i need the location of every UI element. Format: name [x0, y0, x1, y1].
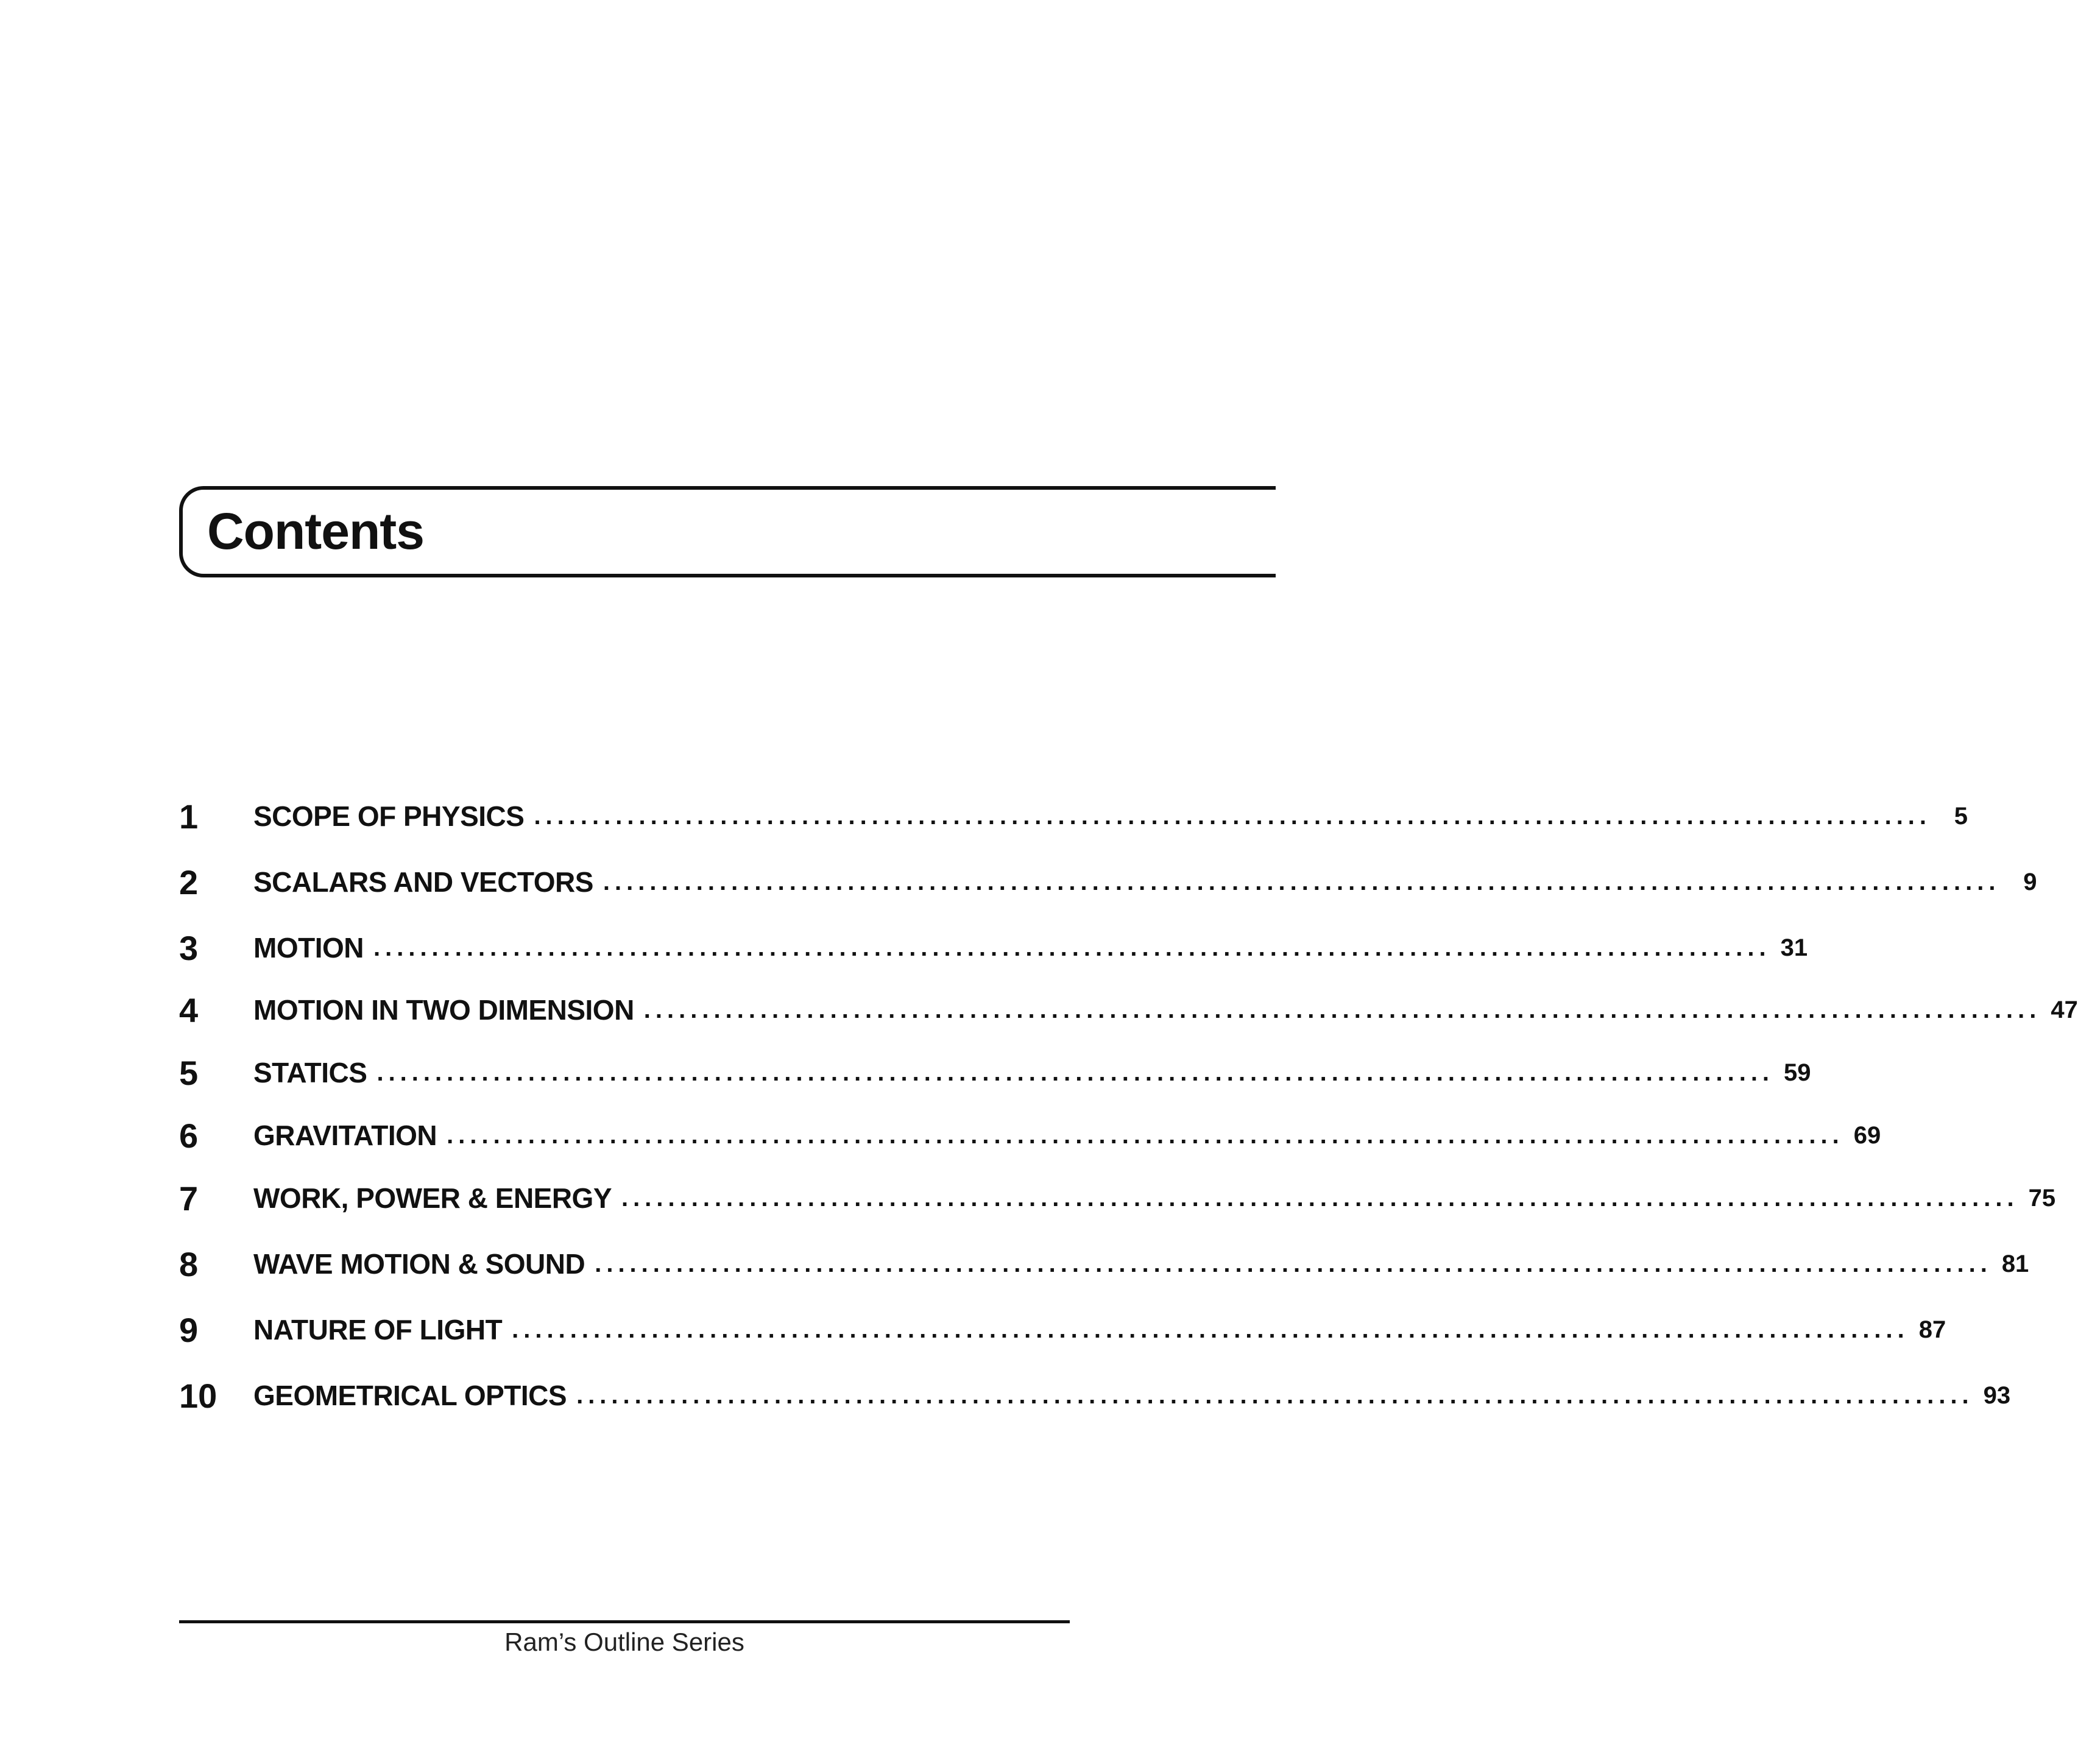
footer-series-name: Ram’s Outline Series	[504, 1628, 744, 1656]
dot-leader: ........................................................................................................................	[534, 803, 1932, 830]
toc-entry[interactable]	[179, 1111, 1881, 1160]
page-number: 31	[1780, 934, 1808, 961]
page-number: 47	[2051, 996, 2078, 1023]
toc-entry[interactable]	[179, 1305, 1946, 1354]
toc-entry[interactable]	[179, 1048, 1811, 1097]
dot-leader: ........................................................................................................................	[603, 869, 2001, 895]
chapter-number: 10	[179, 1376, 217, 1415]
chapter-title: STATICS	[253, 1057, 367, 1088]
chapter-number: 1	[179, 797, 199, 836]
dot-leader: ........................................................................................................................	[576, 1382, 1974, 1409]
chapter-number: 5	[179, 1053, 199, 1092]
chapter-number: 4	[179, 990, 199, 1029]
dot-leader: ........................................................................................................................	[595, 1251, 1992, 1277]
toc-entry[interactable]	[179, 792, 1968, 841]
page-number: 9	[2023, 868, 2037, 895]
page-number: 75	[2028, 1184, 2056, 1212]
toc-entry[interactable]	[179, 923, 1808, 972]
chapter-number: 7	[179, 1179, 199, 1218]
toc-entry[interactable]	[179, 1371, 2011, 1420]
page-number: 93	[1983, 1381, 2011, 1409]
toc-entry[interactable]	[179, 1240, 2029, 1288]
chapter-title: MOTION	[253, 932, 364, 964]
chapter-number: 6	[179, 1116, 199, 1155]
contents-heading-box	[179, 486, 1276, 577]
dot-leader: ........................................................................................................................	[621, 1185, 2019, 1212]
chapter-title: NATURE OF LIGHT	[253, 1314, 503, 1346]
page-title: Contents	[207, 503, 424, 560]
dot-leader: ........................................................................................................................	[512, 1316, 1909, 1343]
dot-leader: ........................................................................................................................	[447, 1122, 1844, 1149]
chapter-number: 2	[179, 863, 199, 901]
dot-leader: ........................................................................................................................	[643, 997, 2041, 1023]
page-number: 69	[1853, 1121, 1881, 1149]
chapter-number: 9	[179, 1310, 199, 1349]
toc-entry[interactable]	[179, 986, 2078, 1034]
chapter-title: GRAVITATION	[253, 1120, 437, 1151]
chapter-title: MOTION IN TWO DIMENSION	[253, 994, 634, 1026]
chapter-title: GEOMETRICAL OPTICS	[253, 1380, 567, 1411]
page-number: 59	[1784, 1059, 1811, 1086]
chapter-title: WAVE MOTION & SOUND	[253, 1248, 585, 1280]
chapter-title: SCOPE OF PHYSICS	[253, 800, 525, 832]
chapter-title: WORK, POWER & ENERGY	[253, 1182, 612, 1214]
page-number: 81	[2001, 1250, 2029, 1277]
toc-entry[interactable]	[179, 858, 2037, 906]
dot-leader: ........................................................................................................................	[376, 1059, 1775, 1086]
chapter-number: 8	[179, 1244, 199, 1283]
toc-entry[interactable]	[179, 1174, 2056, 1222]
dot-leader: ........................................................................................................................	[373, 934, 1771, 961]
page-number: 87	[1918, 1316, 1946, 1343]
chapter-number: 3	[179, 928, 199, 967]
footer-divider	[179, 1620, 1070, 1623]
page-number: 5	[1954, 802, 1968, 830]
chapter-title: SCALARS AND VECTORS	[253, 866, 593, 898]
